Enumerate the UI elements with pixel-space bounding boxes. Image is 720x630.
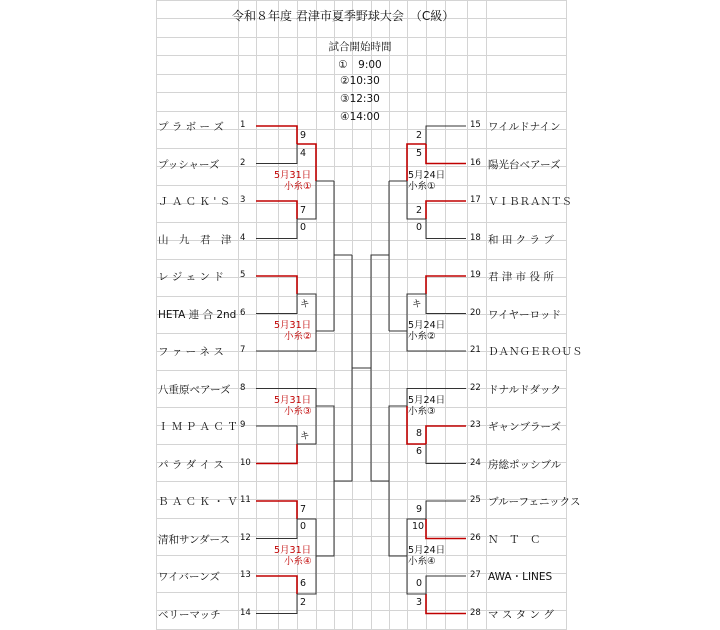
page-title: 令和８年度 君津市夏季野球大会 （C級）: [232, 9, 455, 23]
bracket-line: [426, 594, 466, 614]
team-number-right: 22: [470, 382, 481, 393]
bracket-line: [426, 219, 466, 239]
score-right: 8: [416, 428, 423, 439]
score-left: 0: [300, 222, 307, 233]
team-number-right: 18: [470, 232, 481, 243]
team-name-left: Ｉ Ｍ Ｐ Ａ Ｃ Ｔ: [158, 421, 238, 433]
start-time-slot: ③12:30: [340, 93, 380, 105]
bracket-line: [389, 406, 407, 481]
match-venue-left: 小糸④: [284, 556, 312, 567]
team-name-left: プッシャーズ: [158, 158, 220, 171]
team-name-right: ＶＩＢＲＡＮＴＳ: [488, 196, 572, 208]
team-number-left: 8: [240, 382, 246, 393]
team-number-right: 27: [470, 570, 481, 580]
bracket-line: [256, 594, 297, 614]
score-right: キ: [412, 299, 422, 310]
team-name-right: ワイヤーロッド: [488, 308, 561, 321]
score-right: 0: [416, 222, 423, 233]
team-number-right: 28: [470, 607, 481, 618]
team-number-right: 26: [470, 532, 481, 543]
bracket-line: [426, 276, 466, 294]
score-left: 7: [300, 504, 307, 515]
bracket-line: [426, 144, 466, 164]
team-name-left: 八重原ベアーズ: [158, 383, 231, 396]
match-venue-left: 小糸①: [284, 181, 312, 192]
bracket-line: [256, 576, 297, 594]
match-date-left: 5月31日: [274, 545, 312, 556]
team-name-left: レ ジ ェ ン ド: [158, 271, 224, 283]
team-number-right: 16: [470, 157, 481, 168]
team-number-right: 17: [470, 195, 481, 205]
bracket-line: [256, 144, 297, 164]
team-number-right: 20: [470, 307, 481, 318]
team-name-right: ブルーフェニックス: [488, 496, 581, 508]
team-name-left: Ｂ Ａ Ｃ Ｋ ・ Ｖ: [158, 496, 238, 508]
bracket-line: [371, 368, 389, 481]
start-time-slot: ②10:30: [340, 75, 380, 87]
bracket-line: [256, 444, 297, 464]
team-name-right: ＤＡＮＧＥＲＯＵＳ: [488, 346, 583, 358]
team-number-left: 4: [240, 232, 246, 243]
bracket-line: [426, 201, 466, 219]
bracket-line: [256, 126, 297, 144]
bracket-line: [334, 181, 352, 255]
score-left: 9: [300, 130, 307, 141]
bracket-line: [316, 406, 334, 481]
team-name-left: フ ァ ー ネ ス: [158, 346, 224, 358]
score-right: 2: [416, 130, 423, 141]
team-number-left: 1: [240, 120, 246, 130]
bracket-line: [426, 294, 466, 314]
team-name-left: ワイバーンズ: [158, 571, 220, 583]
bracket-line: [334, 368, 352, 481]
team-name-right: ワイルドナイン: [488, 121, 561, 133]
team-name-right: 陽光台ベアーズ: [488, 158, 561, 171]
team-name-right: マ ス タ ン グ: [488, 608, 554, 621]
bracket-line: [426, 519, 466, 539]
score-right: 9: [416, 504, 423, 515]
score-left: 4: [300, 148, 307, 159]
bracket-line: [426, 426, 466, 444]
bracket-line: [426, 444, 466, 464]
team-name-left: パ ラ ダ イ ス: [158, 458, 224, 471]
team-number-left: 7: [240, 345, 246, 355]
team-name-left: Ｊ Ａ Ｃ Ｋ ' Ｓ: [158, 196, 231, 208]
match-venue-right: 小糸④: [408, 556, 436, 567]
bracket-line: [371, 255, 389, 368]
team-number-left: 14: [240, 607, 251, 618]
team-number-right: 19: [470, 270, 481, 280]
team-name-right: ドナルドダック: [488, 383, 561, 396]
start-time-slot: ④14:00: [340, 111, 380, 123]
team-number-left: 3: [240, 195, 246, 205]
bracket-line: [256, 294, 297, 314]
bracket-line: [426, 126, 466, 144]
score-left: キ: [300, 299, 310, 310]
score-right: 2: [416, 205, 423, 216]
bracket-line: [256, 201, 297, 219]
team-number-left: 11: [240, 495, 251, 505]
bracket-line: [256, 519, 297, 539]
bracket-line: [426, 576, 466, 594]
match-venue-right: 小糸③: [408, 406, 436, 417]
team-name-right: Ｎ Ｔ Ｃ: [488, 533, 541, 546]
team-number-left: 2: [240, 157, 246, 168]
match-venue-right: 小糸①: [408, 181, 436, 192]
team-name-right: 和 田 ク ラ ブ: [488, 233, 554, 246]
bracket-line: [256, 426, 297, 444]
score-left: 6: [300, 578, 307, 589]
match-venue-left: 小糸③: [284, 406, 312, 417]
bracket-line: [256, 501, 297, 519]
score-left: キ: [300, 431, 310, 442]
team-number-left: 10: [240, 457, 251, 468]
score-right: 3: [416, 597, 423, 608]
bracket-line: [256, 276, 297, 294]
team-name-left: プ ラ ボ ー ズ: [158, 121, 224, 133]
bracket-line: [389, 481, 407, 556]
bracket-line: [426, 501, 466, 519]
team-name-left: ベリーマッチ: [158, 608, 221, 621]
match-date-left: 5月31日: [274, 395, 312, 406]
team-name-right: 君 津 市 役 所: [488, 271, 554, 283]
score-left: 7: [300, 205, 307, 216]
score-left: 2: [300, 597, 307, 608]
match-date-right: 5月24日: [408, 395, 446, 406]
score-right: 6: [416, 446, 423, 457]
team-number-right: 15: [470, 120, 481, 130]
score-right: 5: [416, 148, 423, 159]
team-number-right: 25: [470, 495, 481, 505]
match-date-right: 5月24日: [408, 545, 446, 556]
team-number-right: 24: [470, 457, 481, 468]
match-date-right: 5月24日: [408, 170, 446, 181]
score-left: 0: [300, 521, 307, 532]
match-date-right: 5月24日: [408, 320, 446, 331]
bracket-line: [316, 481, 334, 556]
team-number-right: 21: [470, 345, 481, 355]
team-name-left: 山 九 君 津: [158, 233, 232, 246]
team-number-left: 12: [240, 532, 251, 543]
match-venue-right: 小糸②: [408, 331, 436, 342]
team-name-right: ギャンブラーズ: [488, 421, 561, 433]
team-name-left: HETA 連 合 2nd: [158, 308, 237, 321]
team-name-right: 房総ポッシブル: [488, 458, 562, 471]
match-date-left: 5月31日: [274, 320, 312, 331]
bracket-line: [256, 219, 297, 239]
team-number-left: 6: [240, 307, 246, 318]
bracket-line: [352, 255, 371, 368]
start-times-heading: 試合開始時間: [328, 41, 392, 53]
team-number-right: 23: [470, 420, 481, 430]
team-number-left: 5: [240, 270, 246, 280]
team-number-left: 9: [240, 420, 246, 430]
score-right: 0: [416, 578, 423, 589]
score-right: 10: [412, 521, 425, 532]
team-number-left: 13: [240, 570, 251, 580]
team-name-left: 清和サンダース: [158, 533, 231, 546]
match-venue-left: 小糸②: [284, 331, 312, 342]
start-time-slot: ① 9:00: [338, 59, 382, 71]
match-date-left: 5月31日: [274, 170, 312, 181]
team-name-right: AWA・LINES: [488, 571, 553, 583]
